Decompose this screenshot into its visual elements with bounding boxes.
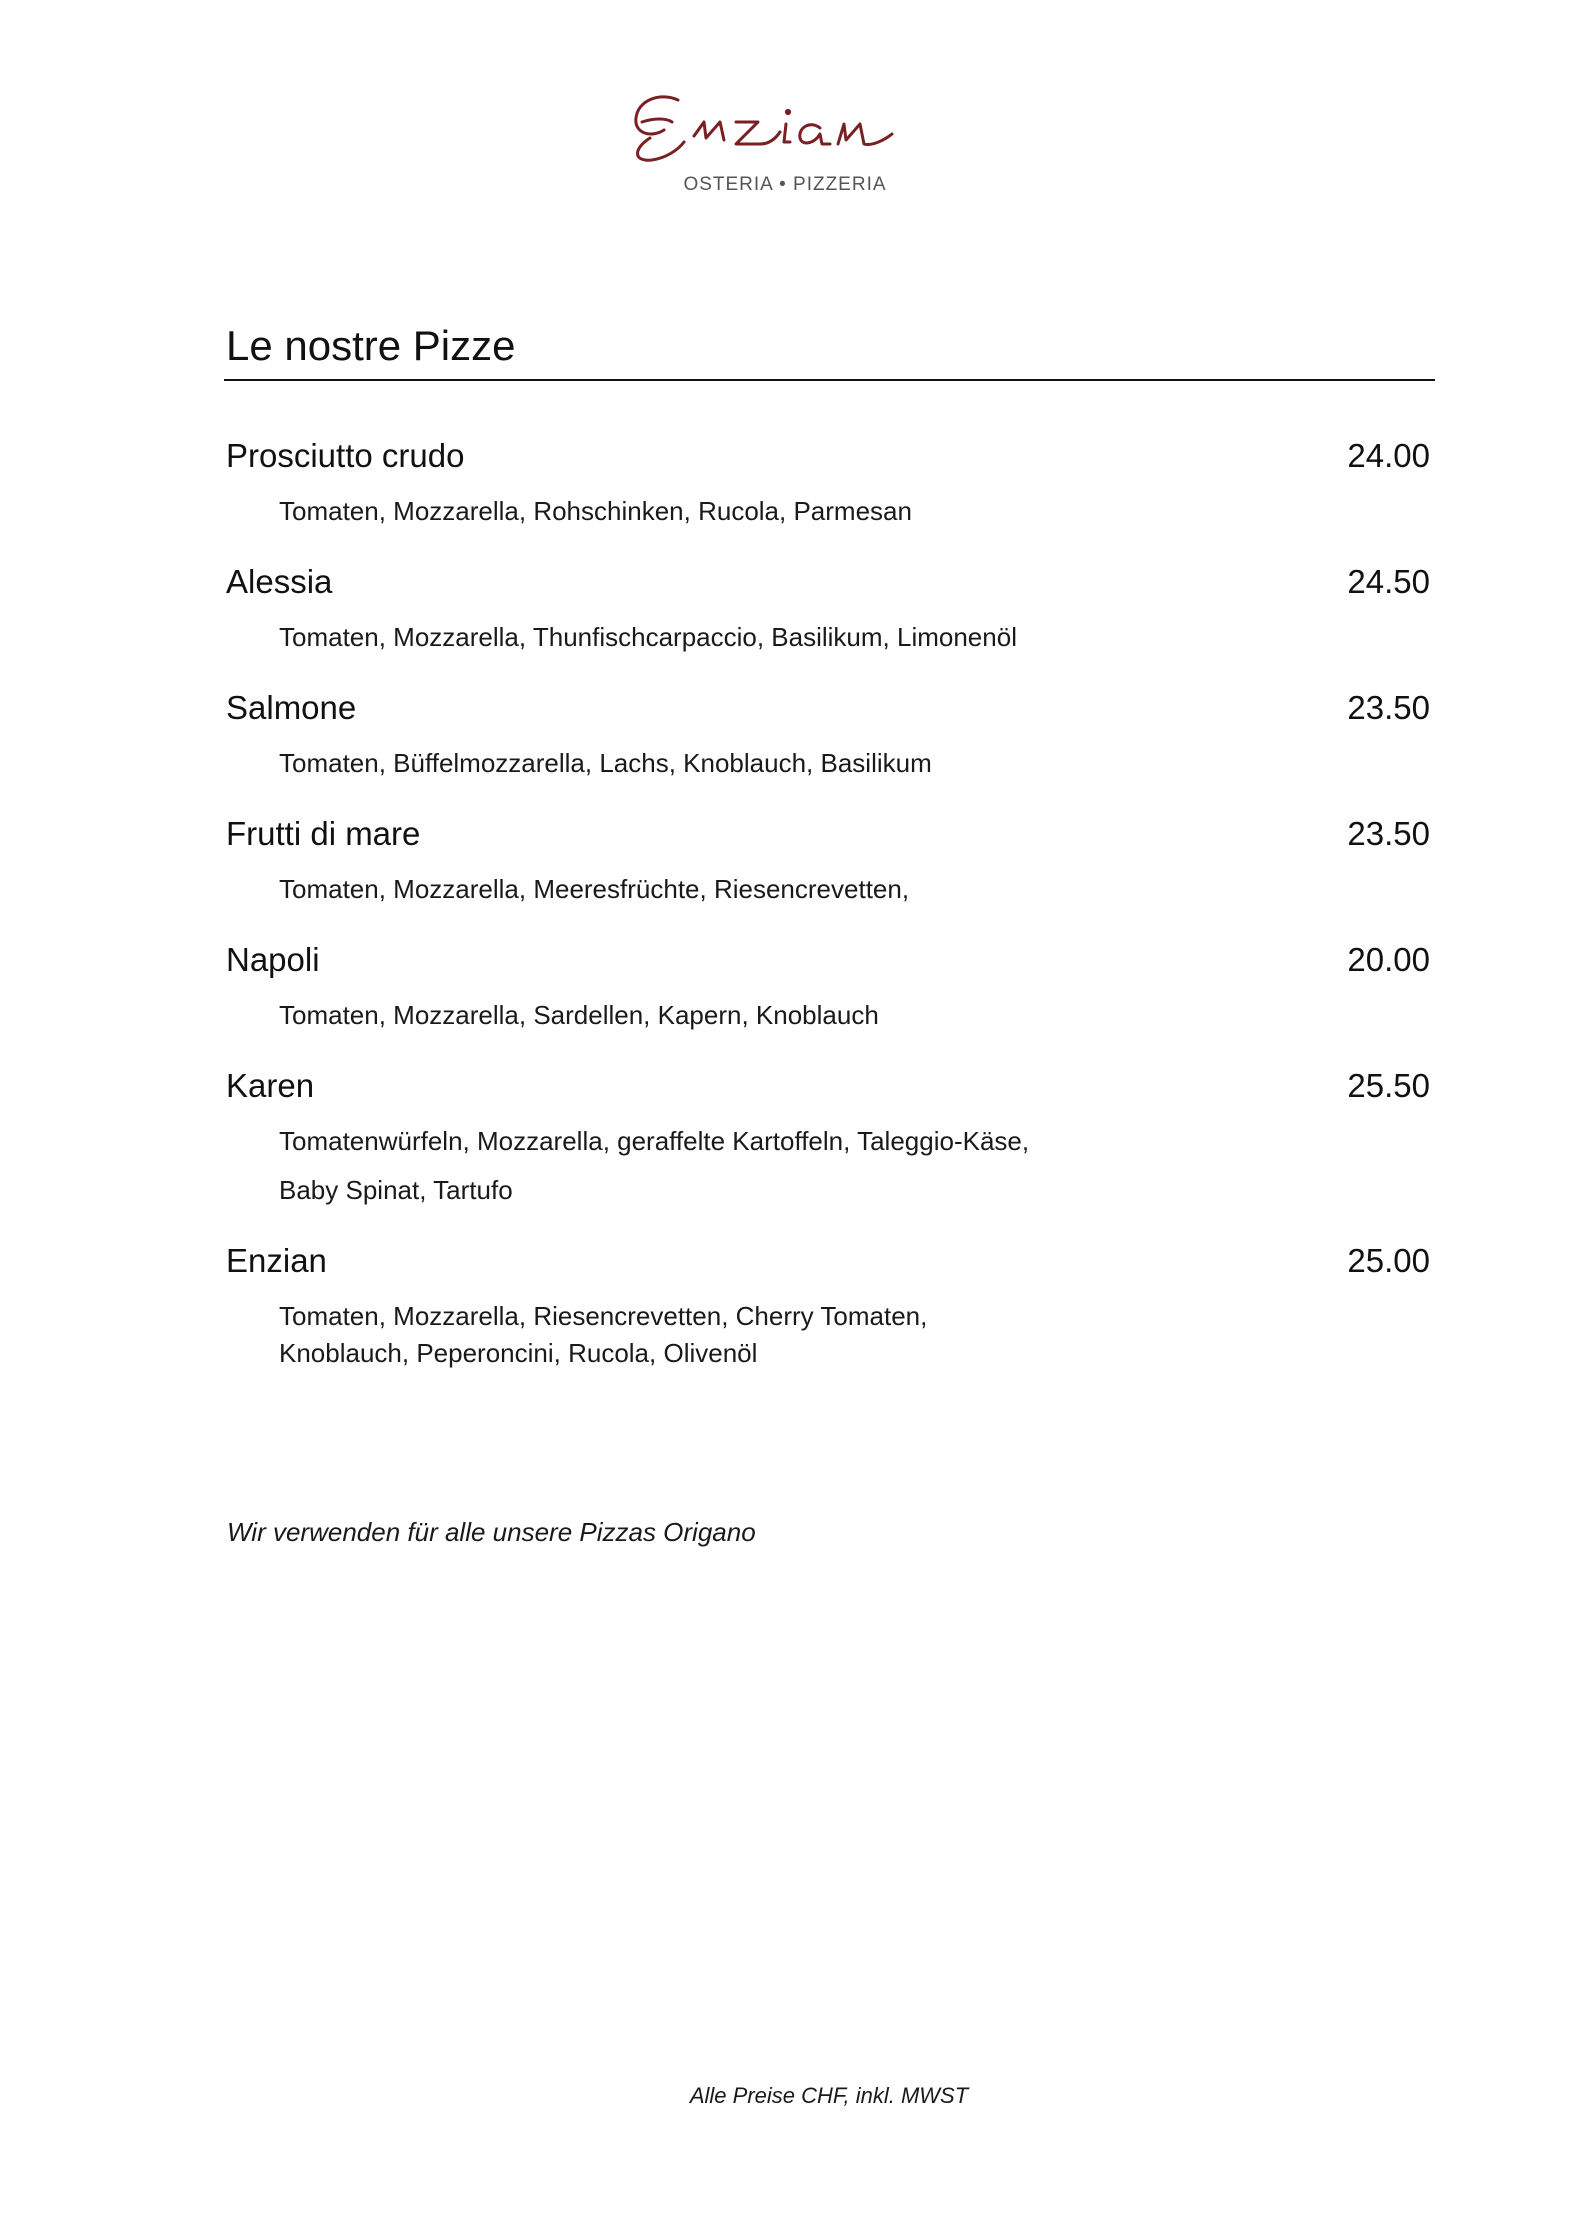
menu-item-name: Alessia bbox=[226, 563, 333, 600]
menu-item-description: Tomaten, Mozzarella, Meeresfrüchte, Riesencrevetten, bbox=[279, 874, 910, 904]
menu-item-price: 24.00 bbox=[1347, 437, 1430, 474]
menu-item-name: Napoli bbox=[226, 941, 320, 978]
menu-item-description: Tomaten, Mozzarella, Sardellen, Kapern, Knoblauch bbox=[279, 1000, 879, 1030]
menu-item-description: Baby Spinat, Tartufo bbox=[279, 1175, 513, 1205]
menu-item-price: 20.00 bbox=[1347, 941, 1430, 978]
logo-subtitle: OSTERIA • PIZZERIA bbox=[683, 174, 887, 195]
menu-item-description: Knoblauch, Peperoncini, Rucola, Olivenöl bbox=[279, 1338, 758, 1368]
enzian-wordmark-logo bbox=[620, 78, 950, 168]
menu-item-price: 23.50 bbox=[1347, 815, 1430, 852]
menu-item-description: Tomaten, Mozzarella, Riesencrevetten, Cherry Tomaten, bbox=[279, 1301, 928, 1331]
menu-item-description: Tomaten, Mozzarella, Thunfischcarpaccio, Basilikum, Limonenöl bbox=[279, 622, 1017, 652]
restaurant-logo bbox=[0, 78, 1570, 196]
menu-item-name: Karen bbox=[226, 1067, 315, 1104]
menu-item-name: Frutti di mare bbox=[226, 815, 421, 852]
origano-note: Wir verwenden für alle unsere Pizzas Origano bbox=[227, 1517, 756, 1547]
price-footer: Alle Preise CHF, inkl. MWST bbox=[689, 2083, 969, 2108]
menu-item-price: 24.50 bbox=[1347, 563, 1430, 600]
menu-item-name: Prosciutto crudo bbox=[226, 437, 465, 474]
menu-item-price: 23.50 bbox=[1347, 689, 1430, 726]
menu-item-description: Tomatenwürfeln, Mozzarella, geraffelte Kartoffeln, Taleggio-Käse, bbox=[279, 1126, 1030, 1156]
menu-item-price: 25.50 bbox=[1347, 1067, 1430, 1104]
section-title: Le nostre Pizze bbox=[226, 322, 516, 369]
menu-item-description: Tomaten, Büffelmozzarella, Lachs, Knoblauch, Basilikum bbox=[279, 748, 932, 778]
menu-item-price: 25.00 bbox=[1347, 1242, 1430, 1279]
menu-item-name: Enzian bbox=[226, 1242, 327, 1279]
menu-item-description: Tomaten, Mozzarella, Rohschinken, Rucola, Parmesan bbox=[279, 496, 912, 526]
title-divider bbox=[224, 379, 1435, 381]
menu-item-name: Salmone bbox=[226, 689, 357, 726]
